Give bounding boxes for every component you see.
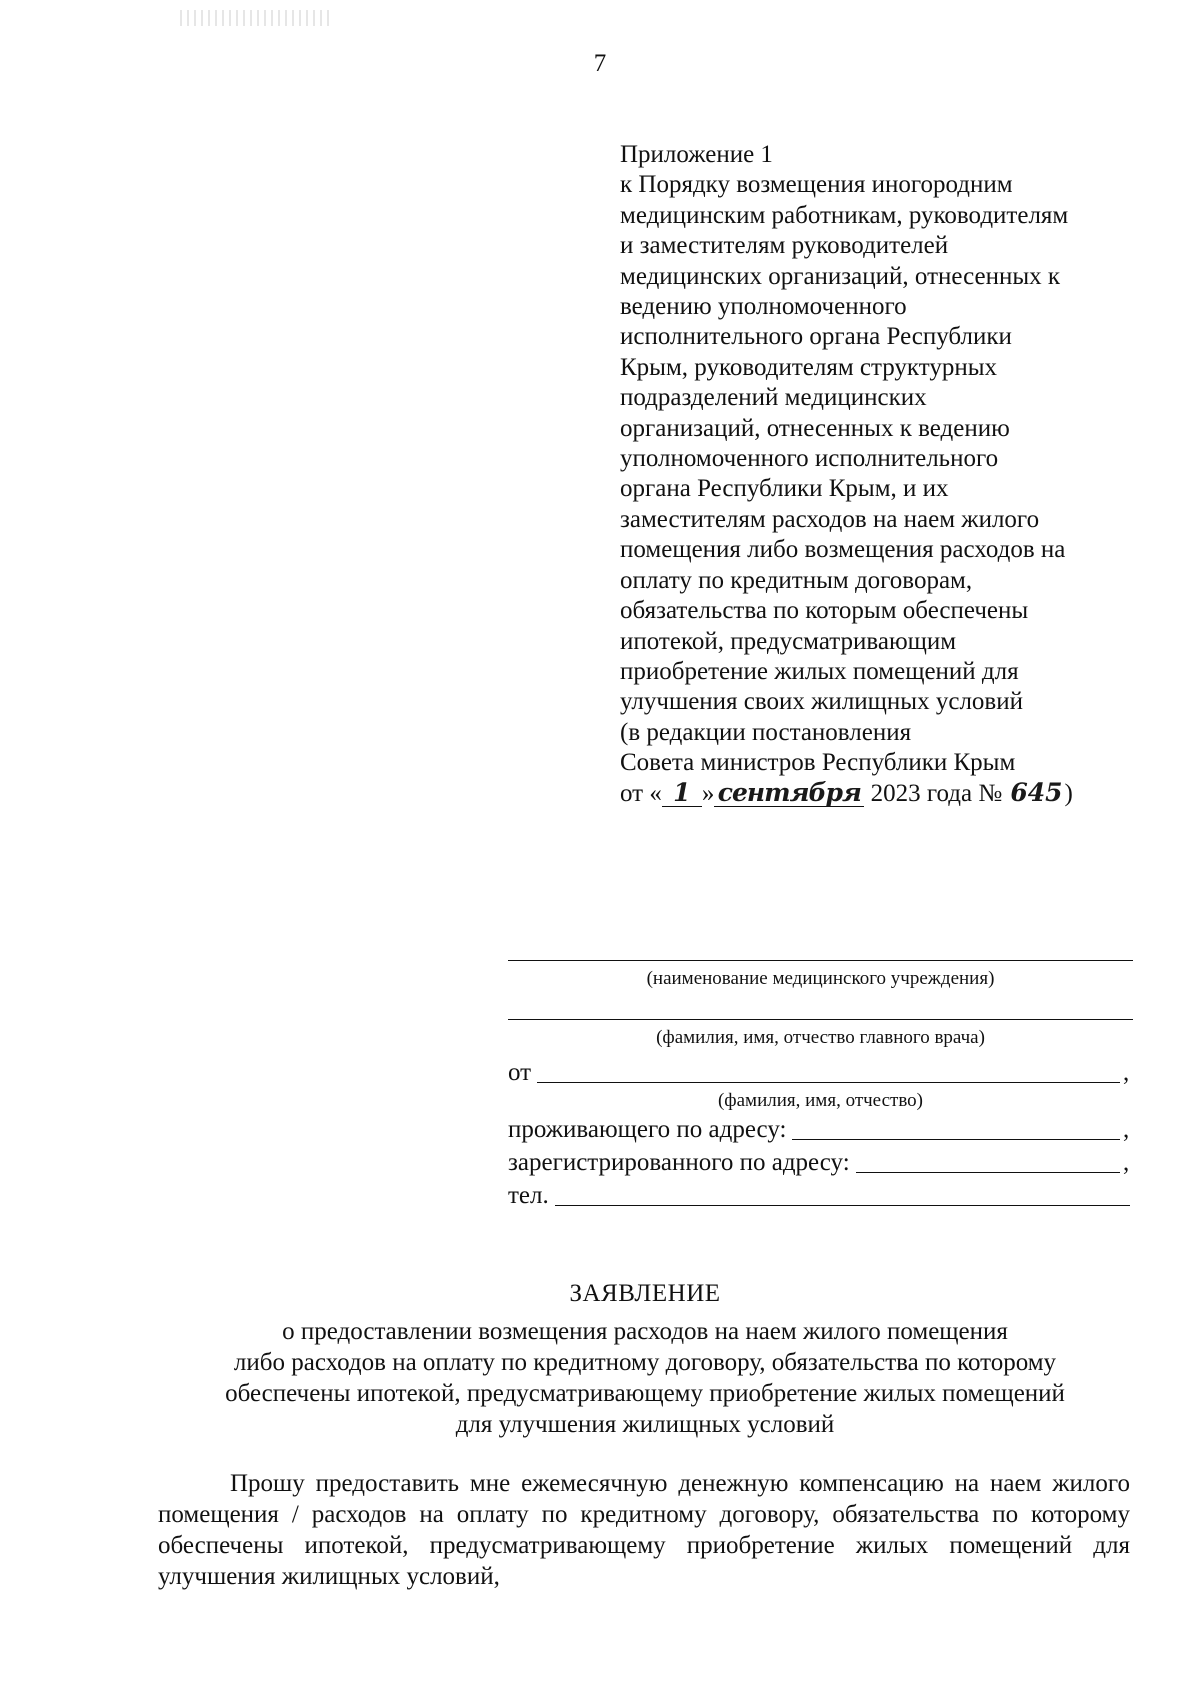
chief-doctor-caption: (фамилия, имя, отчество главного врача) [656,1027,985,1048]
statement-body [158,1468,1130,1592]
handwritten-day-value: 1 [673,777,691,807]
paren-close: ) [1064,779,1073,807]
appendix-line: улучшения своих жилищных условий [620,688,1023,716]
appendix-line: органа Республики Крым, и их [620,475,949,503]
from-name-line[interactable] [537,1082,1120,1083]
from-label: от [508,1059,532,1086]
appendix-line: Совета министров Республики Крым [620,749,1016,777]
registered-row [508,1146,1133,1179]
edition-date-line [620,779,1180,809]
appendix-line: медицинских организаций, отнесенных к [620,262,1061,290]
subtitle-line: либо расходов на оплату по кредитному договору, обязательства по которому [233,1349,1057,1376]
chief-doctor-name-line[interactable] [508,1019,1133,1020]
appendix-line: ведению уполномоченного [620,293,907,321]
statement-title: ЗАЯВЛЕНИЕ [569,1280,721,1307]
comma: , [1123,1149,1130,1176]
registered-label: зарегистрированного по адресу: [508,1149,850,1176]
appendix-line: и заместителям руководителей [620,232,949,260]
phone-label: тел. [508,1182,549,1209]
scan-noise [180,10,330,26]
comma: , [1123,1116,1130,1143]
appendix-block [620,140,1180,809]
appendix-line: (в редакции постановления [620,718,912,746]
statement-body-text: Прошу предоставить мне ежемесячную денежную компенсацию на наем жилого помещения / расходов на оплату по кредитному договору, обязательства по которому обеспечены ипотекой, предусматривающему приобретение жилых помещений для улучшения жилищных условий, [158,1470,1130,1590]
appendix-line: организаций, отнесенных к ведению [620,414,1010,442]
page-number: 7 [593,50,607,77]
appendix-line: Приложение 1 [620,141,773,168]
handwritten-number [1008,777,1064,807]
institution-name-line[interactable] [508,960,1133,961]
residence-label: проживающего по адресу: [508,1116,787,1143]
appendix-line: обязательства по которым обеспечены [620,597,1029,625]
subtitle-line: о предоставлении возмещения расходов на наем жилого помещения [282,1318,1008,1345]
subtitle-line: для улучшения жилищных условий [455,1411,835,1438]
from-caption: (фамилия, имя, отчество) [717,1090,923,1111]
appendix-line: ипотекой, предусматривающим [620,627,957,655]
handwritten-month [714,777,864,807]
date-prefix: от « [620,779,662,807]
comma: , [1123,1059,1130,1086]
appendix-line: Крым, руководителям структурных [620,353,998,381]
appendix-line: приобретение жилых помещений для [620,657,1019,685]
appendix-line: оплату по кредитным договорам, [620,566,973,594]
statement-subtitle [150,1316,1140,1440]
phone-row [508,1179,1133,1212]
registered-address-line[interactable] [856,1172,1120,1173]
appendix-line: подразделений медицинских [620,384,927,412]
handwritten-day [662,777,702,807]
handwritten-number-value: 645 [1010,777,1063,807]
subtitle-line: обеспечены ипотекой, предусматривающему приобретение жилых помещений [225,1380,1065,1407]
phone-line[interactable] [555,1205,1130,1206]
residence-row [508,1113,1133,1146]
handwritten-month-value: сентября [717,777,861,807]
year-text: 2023 года № [864,779,1009,807]
appendix-line: заместителям расходов на наем жилого [620,505,1040,533]
quote-close: » [701,779,715,807]
residence-address-line[interactable] [792,1139,1120,1140]
appendix-line: уполномоченного исполнительного [620,445,999,473]
appendix-line: помещения либо возмещения расходов на [620,536,1066,564]
appendix-line: к Порядку возмещения иногородним [620,171,1013,199]
appendix-line: медицинским работникам, руководителям [620,201,1069,229]
appendix-line: исполнительного органа Республики [620,323,1012,351]
from-row [508,1056,1133,1089]
institution-caption: (наименование медицинского учреждения) [646,968,995,989]
application-header-form [508,960,1133,1212]
